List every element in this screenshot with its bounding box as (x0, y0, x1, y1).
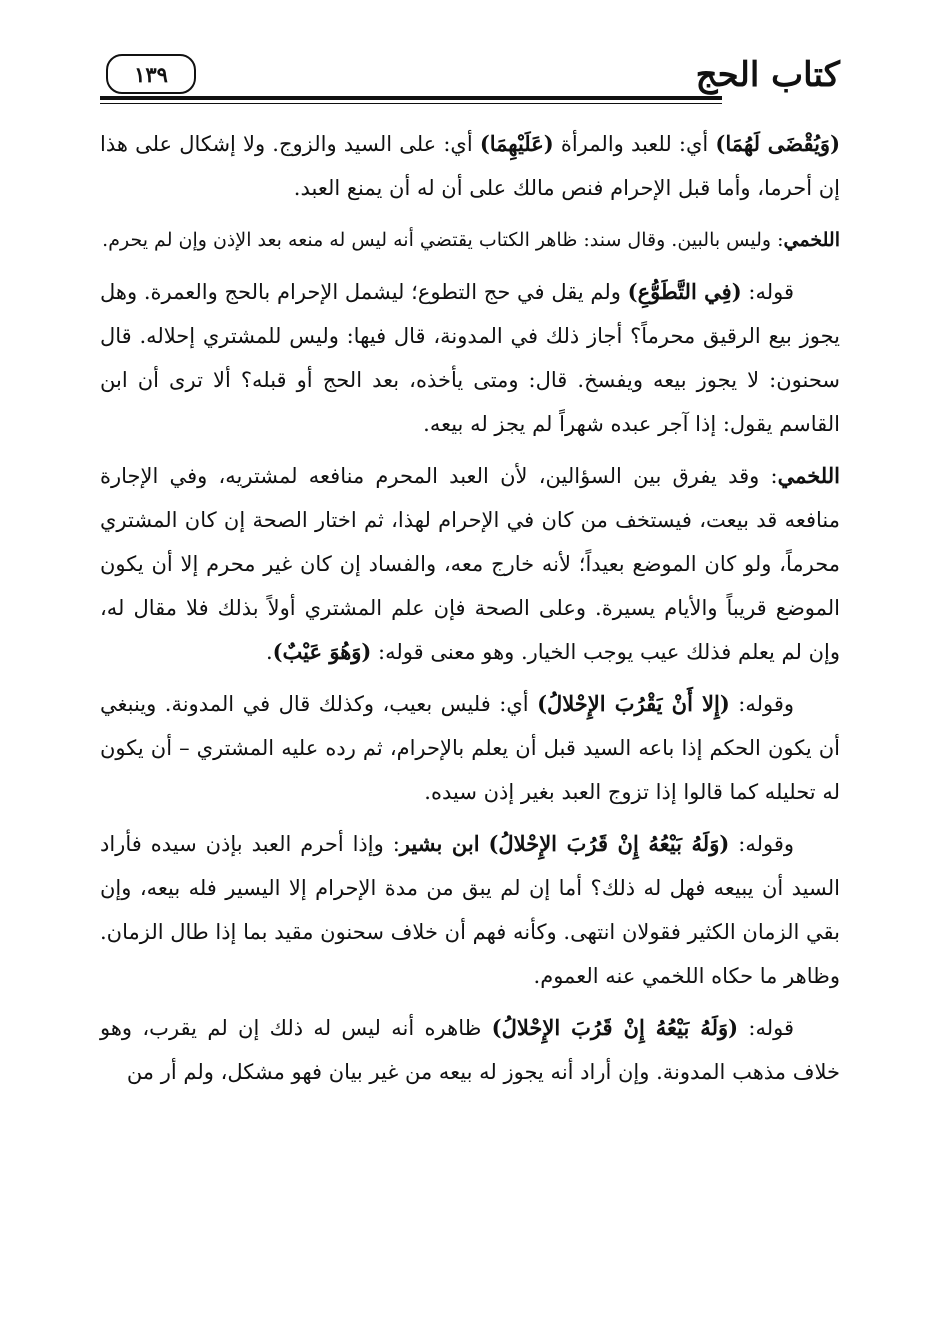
paragraph-text: وقوله: (729, 692, 795, 716)
paragraph-text: : وقد يفرق بين السؤالين، لأن العبد المحرم منافعه لمشتريه، وفي الإجارة منافعه قد بيعت، فيستخف من كان في الإحرام لهذا، ثم اختار الصحة إن كان المشتري محرماً، ولو كان الموضع بعيداً؛ لأنه خارج معه، والفساد إن كان غير محرم إلا أن يكون الموضع قريباً والأيام يسيرة. وعلى الصحة فإن علم المشتري أولاً بذلك فلا مقال له، وإن لم يعلم فذلك عيب يوجب الخيار. وهو معنى قوله: (100, 464, 840, 664)
bold-term: اللخمي (783, 229, 840, 251)
paragraph-p3 (100, 270, 840, 446)
paragraph-text: قوله: (741, 280, 794, 304)
bold-term: (عَلَيْهِمَا) (479, 131, 554, 156)
book-title: كتاب الحج (695, 55, 840, 95)
header-rule (100, 96, 722, 100)
paragraph-text: ولم يقل في حج التطوع؛ ليشمل الإحرام بالحج والعمرة. وهل يجوز بيع الرقيق محرماً؟ أجاز ذلك في المدونة، قال فيها: وليس للمشتري إحلاله. قال سحنون: لا يجوز بيعه ويفسخ. قال: ومتى يأخذه، بعد الحج أو قبله؟ ألا ترى أن ابن القاسم يقول: إذا آجر عبده شهراً لم يجز له بيعه. (100, 280, 840, 436)
paragraph-text: أي: للعبد والمرأة (553, 132, 716, 156)
paragraph-text: ظاهره أنه ليس له ذلك إن لم يقرب، وهو خلاف مذهب المدونة. وإن أراد أنه يجوز له بيعه من غير بيان فهو مشكل، ولم أر من (100, 1016, 840, 1084)
paragraph-p6 (100, 822, 840, 998)
bold-term: (فِي التَّطَوُّعِ) (627, 279, 742, 304)
page-number: ١٣٩ (134, 61, 168, 87)
page-body (100, 122, 840, 1094)
bold-term: (وَلَهُ بَيْعُهُ إِنْ قَرُبَ الإِحْلالُ) (488, 831, 730, 856)
header-rule-thin (100, 103, 722, 104)
bold-term: ابن بشير (399, 831, 480, 856)
paragraph-text: : وإذا أحرم العبد بإذن سيده فأراد السيد أن يبيعه فهل له ذلك؟ أما إن لم يبق من مدة الإحرام إلا اليسير فله بيعه، وإن بقي الزمان الكثير فقولان انتهى. وكأنه فهم أن خلاف سحنون مقيد بما إذا طال الزمان. وظاهر ما حكاه اللخمي عنه العموم. (100, 832, 840, 988)
paragraph-p1 (100, 122, 840, 210)
paragraph-text: . (265, 640, 273, 664)
paragraph-text: قوله: (738, 1016, 795, 1040)
page-header (100, 50, 840, 100)
bold-term: (وَهُوَ عَيْبٌ) (272, 639, 372, 664)
paragraph-p2 (100, 218, 840, 262)
bold-term: (وَيُقْضَى لَهُمَا) (715, 131, 841, 156)
paragraph-p7 (100, 1006, 840, 1094)
paragraph-text: : وليس بالبين. وقال سند: ظاهر الكتاب يقتضي أنه ليس له منعه بعد الإذن وإن لم يحرم. (102, 229, 784, 251)
bold-term: اللخمي (777, 463, 840, 488)
document-page (100, 50, 840, 1102)
paragraph-text: أي: على السيد والزوج. ولا إشكال على هذا إن أحرما، وأما قبل الإحرام فنص مالك على أن له أن يمنع العبد. (100, 132, 840, 200)
paragraph-p4 (100, 454, 840, 674)
paragraph-text: أي: فليس بعيب، وكذلك قال في المدونة. وينبغي أن يكون الحكم إذا باعه السيد قبل أن يعلم بالإحرام، ثم رده عليه المشتري – أن يكون له تحليله كما قالوا إذا تزوج العبد بغير إذن سيده. (100, 692, 840, 804)
paragraph-p5 (100, 682, 840, 814)
bold-term: (وَلَهُ بَيْعُهُ إِنْ قَرُبَ الإِحْلالُ) (491, 1015, 739, 1040)
page-number-box (106, 54, 196, 94)
paragraph-text: وقوله: (729, 832, 795, 856)
bold-term: (إِلا أَنْ يَقْرُبَ الإِحْلالُ) (537, 691, 730, 716)
